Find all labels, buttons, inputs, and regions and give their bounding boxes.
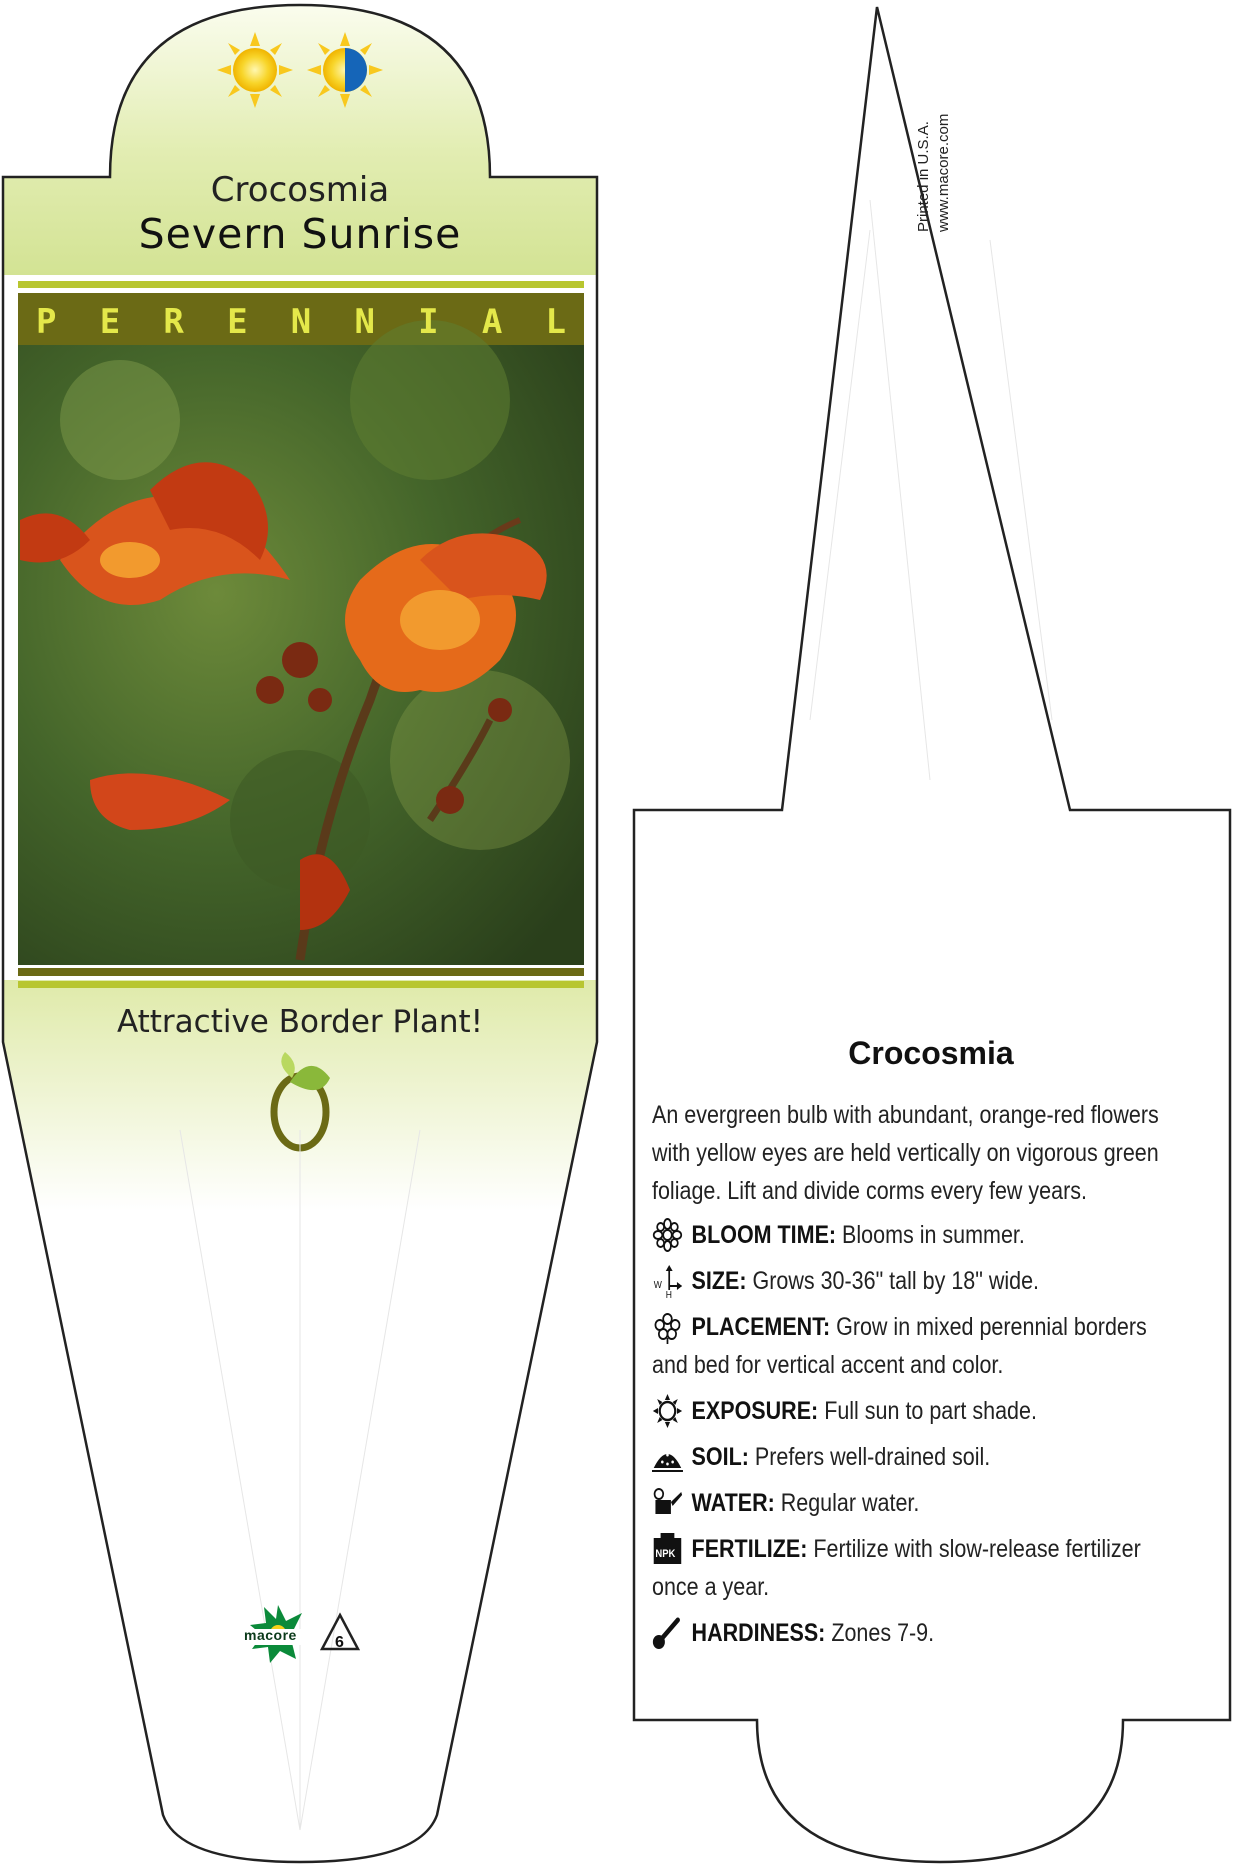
full-sun-icon bbox=[217, 32, 293, 108]
attr-label: EXPOSURE: bbox=[691, 1397, 819, 1425]
attr-label: SOIL: bbox=[691, 1443, 749, 1471]
attr-size bbox=[652, 1262, 1211, 1300]
placement-icon bbox=[652, 1310, 683, 1344]
sun-icon bbox=[652, 1394, 683, 1428]
attr-value: Zones 7-9. bbox=[831, 1619, 935, 1647]
description-line: An evergreen bulb with abundant, orange-red flowers bbox=[652, 1101, 1159, 1129]
size-w-letter: W bbox=[653, 1279, 662, 1291]
thermometer-icon bbox=[652, 1616, 683, 1650]
size-arrows-icon bbox=[652, 1264, 683, 1298]
attr-value: Regular water. bbox=[780, 1489, 920, 1517]
attr-exposure bbox=[652, 1392, 1211, 1430]
attr-value: Fertilize with slow-release fertilizer bbox=[813, 1535, 1141, 1563]
attr-continuation: and bed for vertical accent and color. bbox=[652, 1351, 1004, 1379]
printed-in-usa: Printed in U.S.A. bbox=[915, 121, 932, 232]
attr-value: Full sun to part shade. bbox=[824, 1397, 1037, 1425]
soil-icon bbox=[652, 1440, 683, 1474]
category-letter: I bbox=[418, 302, 439, 342]
category-letter: N bbox=[290, 302, 312, 342]
care-info bbox=[652, 1096, 1211, 1652]
attr-label: PLACEMENT: bbox=[691, 1313, 831, 1341]
attr-label: WATER: bbox=[691, 1489, 775, 1517]
attr-hardiness bbox=[652, 1614, 1211, 1652]
tagline: Attractive Border Plant! bbox=[116, 1004, 484, 1040]
category-letter: R bbox=[163, 302, 184, 342]
recycle-code: 6 bbox=[335, 1634, 344, 1651]
category-label bbox=[18, 302, 584, 342]
npk-label: NPK bbox=[655, 1548, 676, 1561]
category-letter: E bbox=[99, 302, 121, 342]
plant-cultivar: Severn Sunrise bbox=[138, 210, 462, 258]
description-line: foliage. Lift and divide corms every few years. bbox=[652, 1177, 1087, 1205]
attr-value: Grows 30-36" tall by 18" wide. bbox=[752, 1267, 1040, 1295]
description-line: with yellow eyes are held vertically on vigorous green bbox=[652, 1139, 1159, 1167]
attr-label: BLOOM TIME: bbox=[691, 1221, 837, 1249]
attr-placement bbox=[652, 1308, 1211, 1346]
npk-icon bbox=[652, 1532, 683, 1566]
attr-soil bbox=[652, 1438, 1211, 1476]
attr-water bbox=[652, 1484, 1211, 1522]
attr-label: HARDINESS: bbox=[691, 1619, 826, 1647]
attr-value: Prefers well-drained soil. bbox=[754, 1443, 991, 1471]
category-letter: N bbox=[354, 302, 375, 342]
website: www.macore.com bbox=[935, 113, 952, 232]
attr-value: Blooms in summer. bbox=[842, 1221, 1025, 1249]
category-letter: L bbox=[545, 302, 566, 342]
attr-bloom-time bbox=[652, 1216, 1211, 1254]
plant-genus: Crocosmia bbox=[210, 170, 390, 210]
category-letter: A bbox=[481, 302, 503, 342]
plant-photo bbox=[18, 320, 584, 965]
part-sun-icon bbox=[307, 32, 383, 108]
attr-value: Grow in mixed perennial borders bbox=[836, 1313, 1147, 1341]
attr-label: SIZE: bbox=[691, 1267, 747, 1295]
watering-can-icon bbox=[652, 1486, 683, 1520]
flower-icon bbox=[652, 1218, 683, 1252]
category-letter: E bbox=[227, 302, 248, 342]
category-letter: P bbox=[36, 302, 57, 342]
attr-label: FERTILIZE: bbox=[691, 1535, 808, 1563]
attr-fertilize bbox=[652, 1530, 1211, 1568]
attr-continuation: once a year. bbox=[652, 1573, 770, 1601]
size-h-letter: H bbox=[665, 1289, 672, 1298]
back-title: Crocosmia bbox=[848, 1035, 1014, 1071]
brand-name: macore bbox=[244, 1627, 297, 1643]
front-tag bbox=[0, 0, 600, 1862]
